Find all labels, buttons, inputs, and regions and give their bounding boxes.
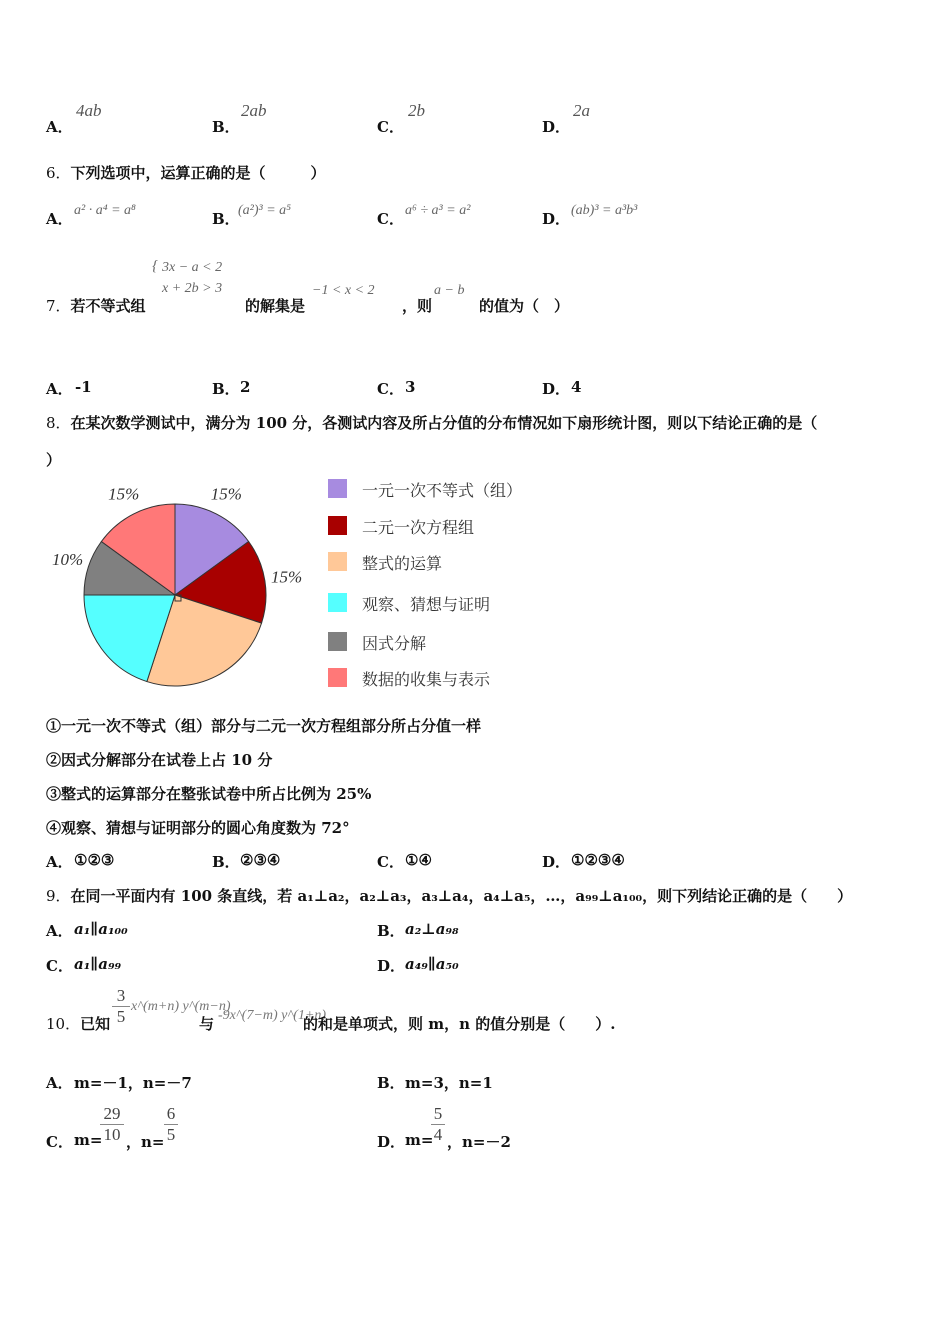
legend-swatch-3	[328, 593, 347, 612]
q10-term-1: x^(m+n) y^(m−n)	[131, 999, 231, 1014]
q8-option-d-letter: D．	[542, 853, 571, 871]
q7-brace: {	[152, 258, 158, 274]
q8-statement-4: ④观察、猜想与证明部分的圆心角度数为 72°	[46, 819, 350, 837]
q7-number: 7．	[46, 297, 71, 315]
q8-option-d-value: ①②③④	[571, 851, 625, 869]
q6-text: 下列选项中，运算正确的是（ ）	[70, 164, 326, 182]
legend-label-0: 一元一次不等式（组）	[362, 481, 523, 500]
q7-option-c-value: 3	[405, 378, 416, 396]
q10-coef-denominator: 5	[116, 1007, 126, 1026]
q8-option-c-letter: C．	[377, 853, 404, 871]
q5-option-b-letter: B．	[212, 118, 240, 136]
q5-option-d-expr: 2a	[573, 101, 590, 120]
q6-option-b-expr: (a²)³ = a⁵	[238, 203, 292, 218]
q8-option-a-value: ①②③	[74, 851, 115, 869]
q8-option-a-letter: A．	[46, 853, 73, 871]
q7-option-d-value: 4	[571, 378, 582, 396]
q10-option-a-value: m=－1，n=－7	[74, 1074, 192, 1092]
q10-option-d-m-fraction	[431, 1104, 445, 1145]
q9-option-d-value: a₄₉∥a₅₀	[405, 955, 459, 973]
q6-option-d-expr: (ab)³ = a³b³	[571, 203, 638, 218]
q10-option-d-m-numerator: 5	[431, 1104, 445, 1125]
q6-number: 6．	[46, 164, 71, 182]
q10-option-b-letter: B．	[377, 1074, 405, 1092]
q9-option-c-value: a₁∥a₉₉	[74, 955, 122, 973]
q7-text-3: ，则	[402, 297, 433, 315]
q8-text: 在某次数学测试中，满分为 100 分，各测试内容及所占分值的分布情况如下扇形统计图，则以下结论正确的是（	[70, 414, 818, 432]
q10-option-c-m-fraction	[100, 1104, 124, 1145]
q10-option-c-n-fraction	[164, 1104, 178, 1145]
q10-option-c-pre: m=	[74, 1131, 103, 1149]
q10-option-d-pre: m=	[405, 1131, 434, 1149]
q10-option-d-post: ，n=－2	[447, 1133, 511, 1151]
q10-option-d-letter: D．	[377, 1133, 406, 1151]
q5-option-a-expr: 4ab	[76, 101, 102, 120]
q6-option-c-expr: a⁶ ÷ a³ = a²	[405, 203, 471, 218]
q9-text: 在同一平面内有 100 条直线，若 a₁⊥a₂，a₂⊥a₃，a₃⊥a₄，a₄⊥a₅，…，a₉₉⊥a₁₀₀，则下列结论正确的是（ ）	[70, 887, 853, 905]
q7-option-a-value: -1	[75, 378, 92, 396]
q7-expr: a − b	[434, 283, 465, 298]
legend-swatch-0	[328, 479, 347, 498]
q5-option-d-letter: D．	[542, 118, 571, 136]
q7-text-2: 的解集是	[245, 297, 306, 315]
q7-system-line-1: 3x − a < 2	[162, 260, 223, 275]
q7-range: −1 < x < 2	[312, 283, 375, 298]
q10-text-2: 与	[199, 1015, 215, 1033]
q9-option-b-letter: B．	[377, 922, 405, 940]
q10-option-a-letter: A．	[46, 1074, 73, 1092]
q8-option-b-letter: B．	[212, 853, 240, 871]
q6-option-d-letter: D．	[542, 210, 571, 228]
q9-option-c-letter: C．	[46, 957, 73, 975]
q6-option-c-letter: C．	[377, 210, 404, 228]
q7-text-1: 若不等式组	[70, 297, 146, 315]
q7-option-b-value: 2	[240, 378, 251, 396]
legend-swatch-1	[328, 516, 347, 535]
q8-option-c-value: ①④	[405, 851, 432, 869]
q5-option-a-letter: A．	[46, 118, 73, 136]
q7-option-c-letter: C．	[377, 380, 404, 398]
q10-coefficient-fraction	[112, 986, 130, 1027]
pie-label-5: 15%	[108, 484, 140, 504]
q10-option-b-value: m=3，n=1	[405, 1074, 493, 1092]
q5-option-c-expr: 2b	[408, 101, 425, 120]
legend-label-4: 因式分解	[362, 634, 427, 653]
q10-option-c-m-numerator: 29	[100, 1104, 124, 1125]
q9-option-a-letter: A．	[46, 922, 73, 940]
q7-system-line-2: x + 2b > 3	[162, 281, 223, 296]
q7-text-4: 的值为（ ）	[479, 297, 570, 315]
q10-option-c-n-numerator: 6	[164, 1104, 178, 1125]
q5-option-b-expr: 2ab	[241, 101, 267, 120]
q8-statement-1: ①一元一次不等式（组）部分与二元一次方程组部分所占分值一样	[46, 717, 482, 735]
q10-coef-numerator: 3	[112, 986, 130, 1007]
q6-option-a-letter: A．	[46, 210, 73, 228]
q8-statement-2: ②因式分解部分在试卷上占 10 分	[46, 751, 273, 769]
legend-swatch-4	[328, 632, 347, 651]
q10-option-c-letter: C．	[46, 1133, 73, 1151]
pie-label-0: 15%	[210, 484, 242, 504]
q10-option-d-m-denominator: 4	[433, 1125, 443, 1144]
q10-option-c-n-denominator: 5	[166, 1125, 176, 1144]
q8-number: 8．	[46, 414, 71, 432]
q7-option-d-letter: D．	[542, 380, 571, 398]
pie-label-1: 15%	[271, 567, 303, 587]
q9-option-b-value: a₂⊥a₉₈	[405, 920, 459, 938]
q8-text-cont: ）	[46, 451, 62, 469]
q10-text-1: 已知	[80, 1015, 111, 1033]
q10-term-2: -9x^(7−m) y^(1+n)	[218, 1008, 327, 1023]
legend-swatch-5	[328, 668, 347, 687]
legend-label-1: 二元一次方程组	[362, 518, 475, 537]
q7-option-b-letter: B．	[212, 380, 240, 398]
pie-chart	[40, 478, 340, 708]
q10-number: 10．	[46, 1015, 81, 1033]
q9-option-d-letter: D．	[377, 957, 406, 975]
pie-label-4: 10%	[51, 550, 84, 570]
q9-option-a-value: a₁∥a₁₀₀	[74, 920, 128, 938]
q5-option-c-letter: C．	[377, 118, 404, 136]
q6-option-b-letter: B．	[212, 210, 240, 228]
q9-number: 9．	[46, 887, 71, 905]
legend-label-2: 整式的运算	[362, 554, 443, 573]
legend-label-5: 数据的收集与表示	[362, 670, 491, 689]
q8-option-b-value: ②③④	[240, 851, 281, 869]
q10-option-c-m-denominator: 10	[103, 1125, 121, 1144]
legend-label-3: 观察、猜想与证明	[362, 595, 491, 614]
q10-option-c-mid: ，n=	[126, 1133, 165, 1151]
q7-option-a-letter: A．	[46, 380, 73, 398]
q8-statement-3: ③整式的运算部分在整张试卷中所占比例为 25%	[46, 785, 372, 803]
legend-swatch-2	[328, 552, 347, 571]
q10-text-3: 的和是单项式，则 m，n 的值分别是（ ）.	[303, 1015, 616, 1033]
q6-option-a-expr: a² · a⁴ = a⁸	[74, 203, 136, 218]
